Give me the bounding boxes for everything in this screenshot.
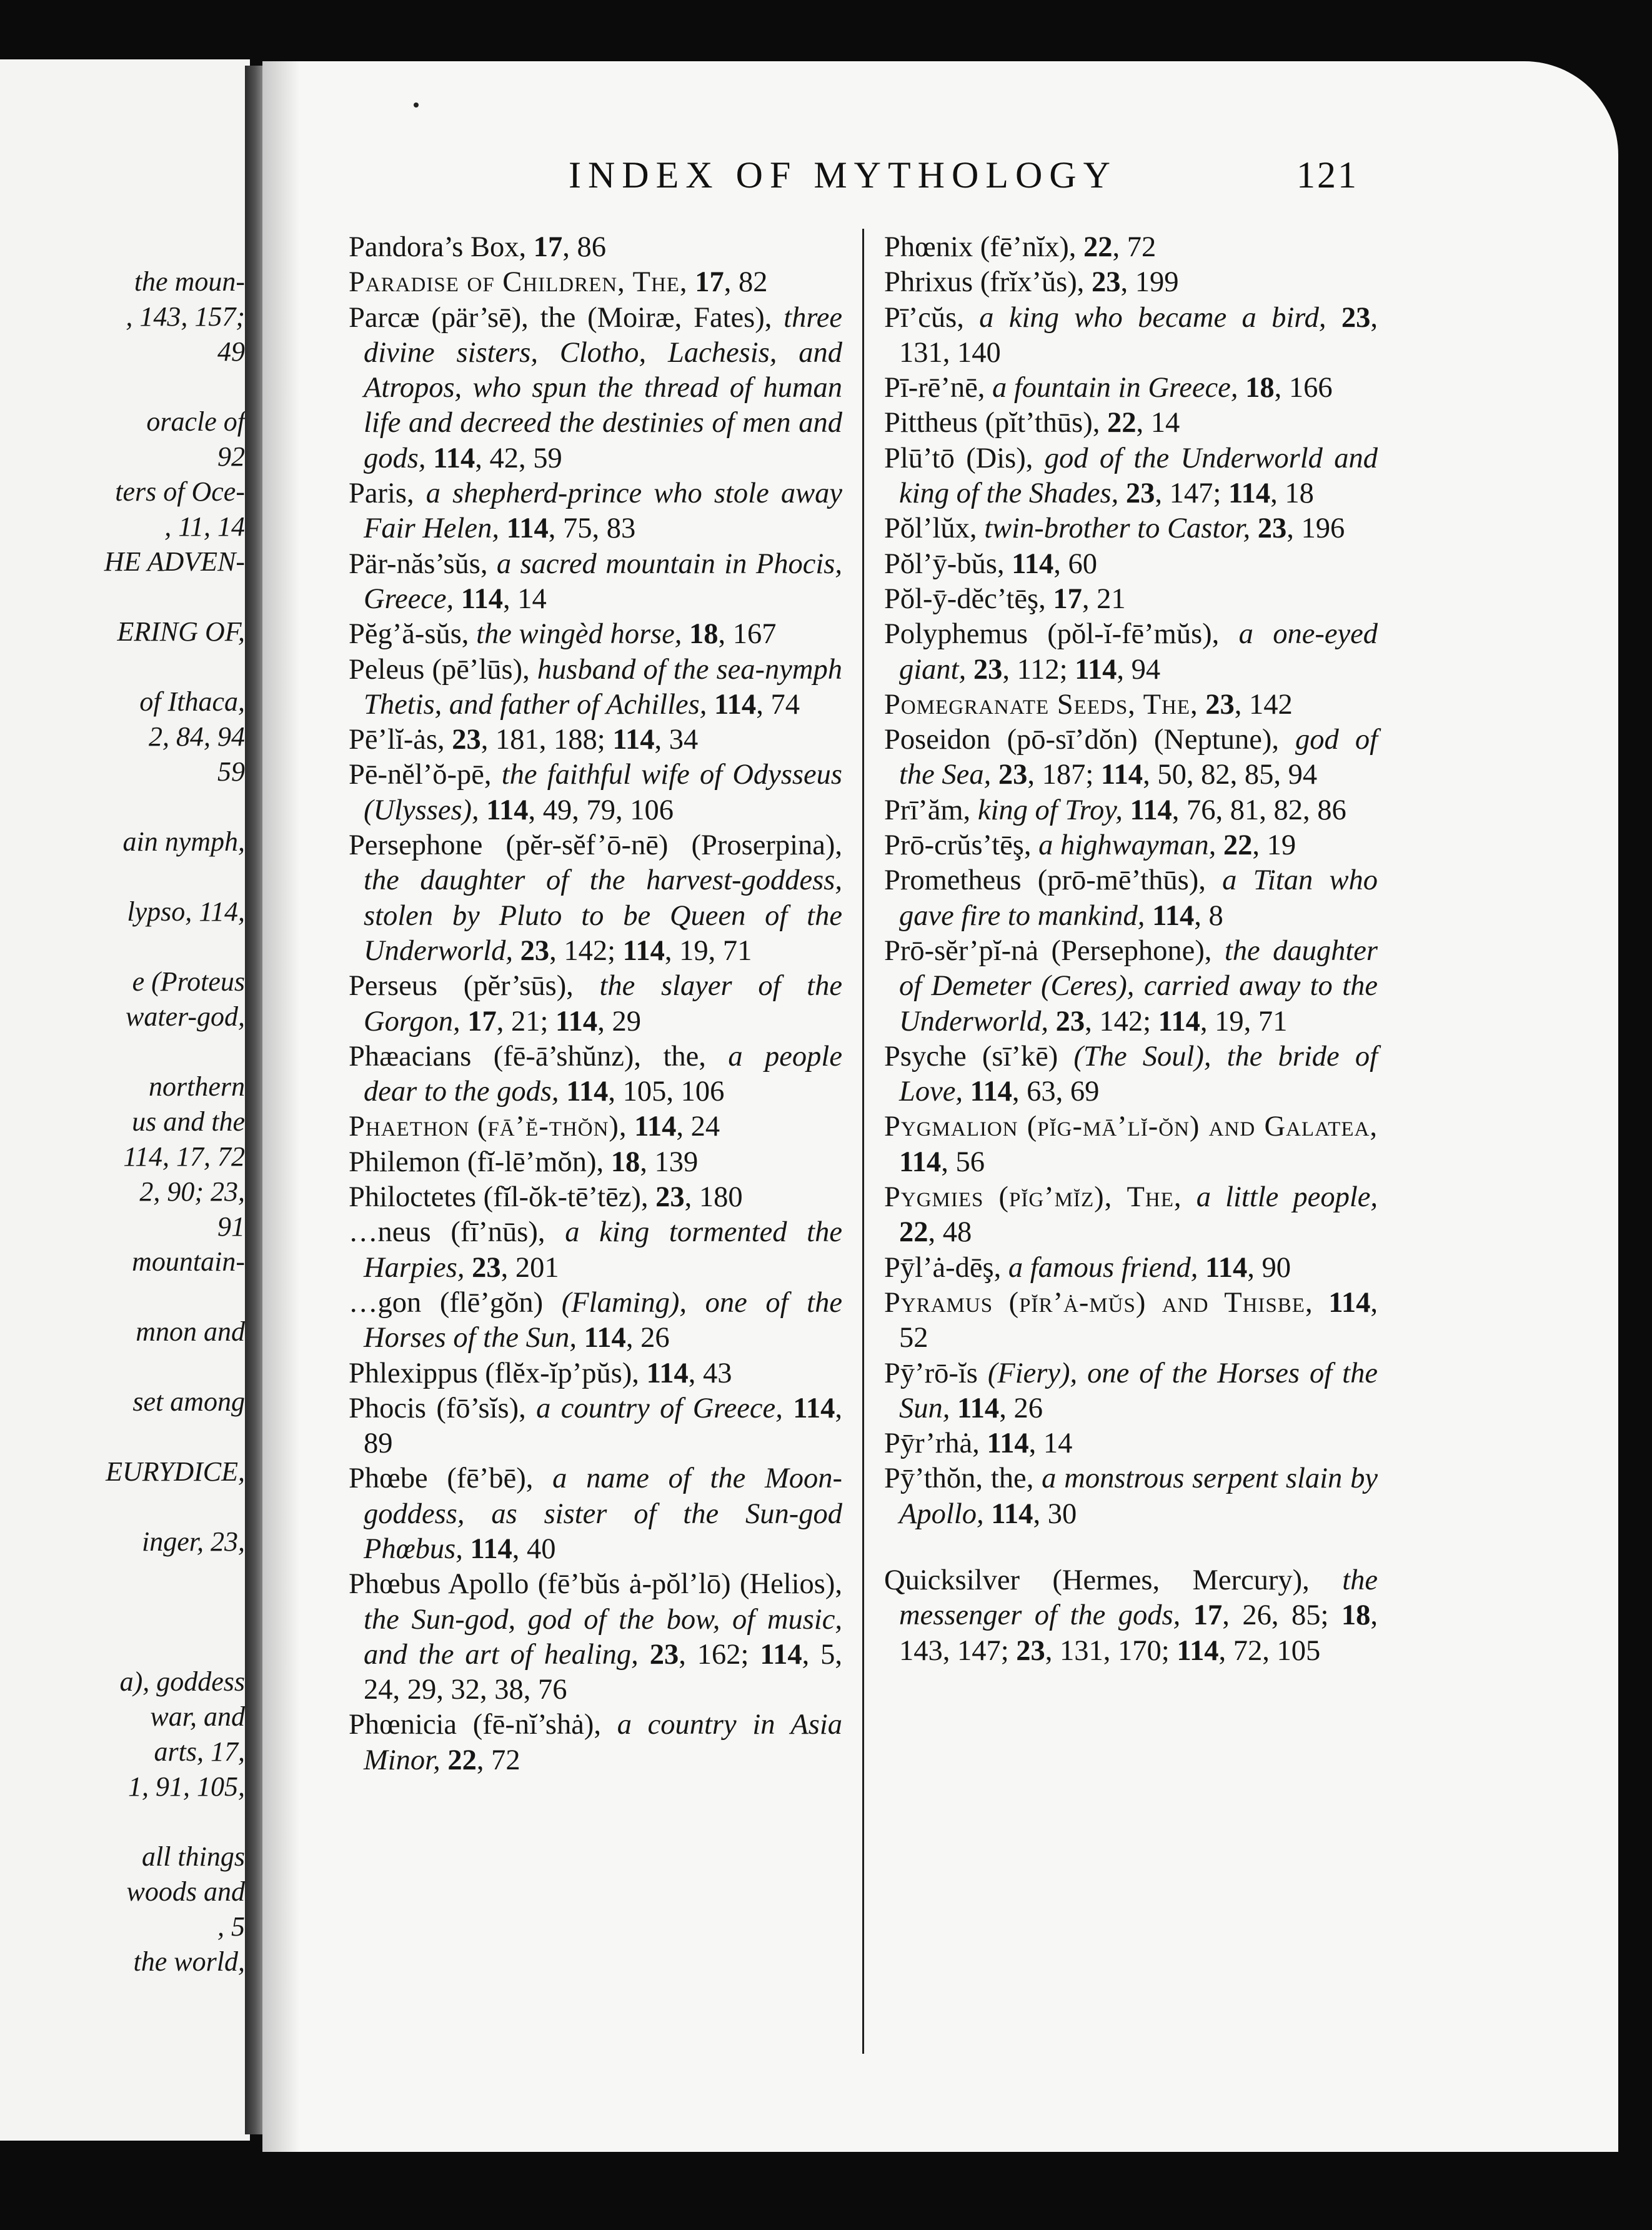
facing-page-text: all things [141,1841,245,1872]
index-entry [349,1567,842,1708]
entry-headword: Psyche (sī’kē) [884,1040,1058,1072]
entry-page-refs: 22, 48 [899,1216,972,1249]
entry-description: the wingèd horse, [476,618,682,651]
entry-description: a little people, [1196,1181,1378,1214]
entry-headword: Plū’tō (Dis), [884,442,1033,474]
entry-page-refs: 114, 52 [899,1286,1378,1354]
entry-page-refs: 114, 14 [987,1428,1073,1460]
index-entry [884,1251,1378,1286]
index-entry [349,265,842,300]
facing-page-text: the moun- [134,266,245,297]
index-entry [884,406,1378,441]
entry-headword: Prō-sĕr’pĭ-nȧ (Persephone), [884,934,1212,967]
entry-page-refs: 23, 142; 114, 19, 71 [520,934,752,967]
index-entry [884,582,1378,617]
facing-page-text: woods and [126,1876,245,1907]
entry-page-refs: 114, 74 [714,688,800,721]
entry-description: a shepherd-prince who stole away Fair Helen, [364,478,843,545]
entry-description: god of the Underworld and king of the Shades, [899,442,1378,510]
index-entry [884,265,1378,300]
index-entry [349,1109,842,1144]
entry-page-refs: 114, 49, 79, 106 [486,794,674,826]
entry-page-refs: 114, 90 [1205,1251,1291,1284]
index-entry [884,1180,1378,1251]
entry-headword: Pŏl-ȳ-dĕc’tēş, [884,582,1046,615]
index-entry [884,301,1378,371]
index-entry [349,476,842,547]
facing-page-text: 59 [217,756,245,787]
index-entry [349,617,842,652]
entry-page-refs: 23, 142 [1205,688,1293,721]
entry-headword: Perseus (pĕr’sūs), [349,970,574,1002]
print-speck [414,102,419,108]
entry-description: the messenger of the gods, [899,1564,1378,1632]
index-entry [884,863,1378,934]
index-entry [884,441,1378,512]
entry-headword: Pȳr’rhȧ, [884,1428,980,1460]
index-entry [349,969,842,1039]
entry-headword: Quicksilver (Hermes, Mercury), [884,1564,1310,1596]
index-entry [884,617,1378,688]
entry-description: husband of the sea-nymph Thetis, and father of Achilles, [364,653,843,721]
entry-headword: Poseidon (pō-sī’dŏn) (Neptune), [884,724,1279,756]
entry-description: a country of Greece, [536,1392,783,1424]
index-entry [349,722,842,758]
entry-headword: Prometheus (prō-mē’thūs), [884,864,1206,897]
index-column-left [349,230,842,1778]
entry-page-refs: 23, 131, 140 [899,301,1378,369]
index-column-right [884,230,1378,1669]
entry-headword: Phlexippus (flĕx-ĭp’pŭs), [349,1357,639,1389]
entry-page-refs: 23, 147; 114, 18 [1125,478,1314,510]
index-entry [349,1391,842,1462]
entry-headword: Prō-crŭs’tēş, [884,829,1032,862]
entry-headword: Phæacians (fē-ā’shŭnz), the, [349,1040,706,1072]
facing-page-text: northern [149,1071,245,1102]
entry-headword: Paris, [349,478,414,510]
facing-page-text: water-god, [126,1001,245,1032]
entry-page-refs: 114, 63, 69 [970,1076,1100,1108]
index-entry [884,1286,1378,1356]
entry-description: the slayer of the Gorgon, [364,970,842,1038]
facing-page-text: us and the [132,1106,245,1137]
entry-page-refs: 22, 72 [447,1744,520,1776]
entry-headword: Paradise of Children, The, [349,266,688,299]
index-entry [884,547,1378,582]
index-entry [349,1356,842,1391]
page-number: 121 [1296,154,1358,196]
entry-page-refs: 22, 72 [1083,231,1157,263]
entry-headword: Philemon (fĭ-lē’mŏn), [349,1146,604,1178]
index-entry [349,230,842,265]
entry-page-refs: 114, 26 [584,1322,670,1354]
entry-headword: Phœnicia (fē-nĭ’shȧ), [349,1709,602,1741]
entry-page-refs: 18, 167 [689,618,777,651]
entry-page-refs: 17, 82 [695,266,768,299]
entry-page-refs: 114, 14 [460,582,547,615]
entry-headword: Pygmies (pĭg’mĭz), The, [884,1181,1182,1214]
facing-page-fragment [0,59,250,2141]
facing-page-text: 1, 91, 105, [128,1771,245,1802]
entry-page-refs: 17, 21 [1053,582,1126,615]
entry-headword: Phœbe (fē’bē), [349,1462,534,1495]
entry-headword: Pȳ’thŏn, the, [884,1462,1034,1495]
index-entry [349,652,842,723]
index-entry [884,1356,1378,1427]
running-title: INDEX OF MYTHOLOGY [569,154,1117,196]
entry-headword: Polyphemus (pŏl-ĭ-fē’mŭs), [884,618,1220,651]
entry-page-refs: 17, 26, 85; 18, 143, 147; 23, 131, 170; 114, 72, 105 [899,1599,1378,1667]
entry-headword: …gon (flē’gŏn) [349,1286,544,1319]
entry-page-refs: 23, 112; 114, 94 [973,653,1161,686]
facing-page-text: mnon and [136,1316,245,1347]
facing-page-text: 49 [217,336,245,367]
index-entry [884,1461,1378,1532]
entry-headword: Phocis (fō’sĭs), [349,1392,526,1424]
index-entry [884,230,1378,265]
index-entry [884,1426,1378,1461]
entry-page-refs: 114, 105, 106 [566,1076,725,1108]
facing-page-text: e (Proteus [132,966,245,997]
index-entry [884,934,1378,1039]
entry-description: a famous friend, [1008,1251,1198,1284]
entry-description: a king who became a bird, [979,301,1326,334]
facing-page-text: EURYDICE, [106,1456,245,1487]
index-entry [884,1039,1378,1110]
index-entry [349,1180,842,1215]
entry-page-refs: 114, 60 [1012,548,1098,580]
index-entry [349,1039,842,1110]
entry-headword: Pomegranate Seeds, The, [884,688,1198,721]
entry-headword: Phœnix (fē’nĭx), [884,231,1077,263]
entry-description: god of the Sea, [899,724,1378,791]
facing-page-text: , 5 [217,1911,245,1942]
entry-description: a monstrous serpent slain by Apollo, [899,1462,1378,1530]
index-entry [884,511,1378,546]
entry-page-refs: 23, 187; 114, 50, 82, 85, 94 [998,759,1318,791]
entry-headword: Pȳ’rō-ĭs [884,1357,978,1389]
entry-headword: Prī’ăm, [884,794,971,826]
facing-page-text: 114, 17, 72 [123,1141,245,1172]
entry-page-refs: 23, 181, 188; 114, 34 [452,724,699,756]
entry-page-refs: 23, 162; 114, 5, 24, 29, 32, 38, 76 [364,1638,843,1706]
entry-description: (Fiery), one of the Horses of the Sun, [899,1357,1378,1424]
index-entry [349,1145,842,1180]
index-entry [349,1461,842,1567]
index-entry [349,1215,842,1286]
entry-description: king of Troy, [977,794,1123,826]
entry-page-refs: 114, 75, 83 [506,512,636,545]
entry-headword: Persephone (pĕr-sĕf’ō-nē) (Proserpina), [349,829,842,862]
entry-description: a Titan who gave fire to mankind, [899,864,1378,932]
entry-page-refs: 23, 180 [655,1181,743,1214]
facing-page-text: 2, 90; 23, [139,1176,245,1207]
entry-headword: Pittheus (pĭt’thūs), [884,407,1100,439]
entry-page-refs: 23, 196 [1257,512,1345,545]
index-entry [884,371,1378,406]
page-curve-shade [262,61,300,2152]
facing-page-text: ERING OF, [117,616,245,647]
index-entry [884,688,1378,722]
index-entry [349,301,842,476]
entry-headword: Phaethon (fā’ĕ-thŏn), [349,1111,627,1143]
entry-headword: Pē’lĭ-ȧs, [349,724,445,756]
index-entry [349,1708,842,1778]
entry-description: the daughter of Demeter (Ceres), carried away to the Underworld, [899,934,1378,1038]
entry-headword: Phrixus (frĭx’ŭs), [884,266,1085,299]
entry-headword: Pē-nĕl’ŏ-pē, [349,759,492,791]
index-entry [884,1109,1378,1180]
entry-description: three divine sisters, Clotho, Lachesis, and Atropos, who spun the thread of human life and decreed the destinies of men and gods, [364,301,842,474]
page-header [262,154,1618,204]
index-page [262,61,1618,2152]
entry-page-refs: 114, 30 [991,1498,1077,1530]
entry-description: the daughter of the harvest-goddess, stolen by Pluto to be Queen of the Underworld, [364,864,842,967]
entry-page-refs: 18, 166 [1245,372,1333,404]
entry-headword: Pŏl’ȳ-bŭs, [884,548,1005,580]
facing-page-text: , 143, 157; [126,301,245,332]
entry-headword: Phœbus Apollo (fē’bŭs ȧ-pŏl’lō) (Helios), [349,1568,842,1601]
index-entry [884,1563,1378,1669]
entry-headword: Pär-năs’sŭs, [349,548,488,580]
entry-headword: …neus (fī’nūs), [349,1216,545,1249]
facing-page-text: of Ithaca, [139,686,245,717]
entry-headword: Pĕg’ă-sŭs, [349,618,469,651]
entry-page-refs: 114, 40 [470,1532,556,1565]
facing-page-text: arts, 17, [154,1736,245,1767]
facing-page-text: a), goddess [119,1666,245,1697]
entry-page-refs: 114, 8 [1152,899,1223,932]
entry-page-refs: 17, 21; 114, 29 [467,1005,641,1038]
entry-headword: Pŏl’lŭx, [884,512,977,545]
entry-headword: Pī-rē’nē, [884,372,985,404]
facing-page-text: oracle of [146,406,245,437]
entry-description: a one-eyed giant, [899,618,1378,686]
entry-page-refs: 23, 201 [472,1251,559,1284]
entry-description: a people dear to the gods, [364,1040,842,1108]
entry-description: a fountain in Greece, [992,372,1238,404]
facing-page-text: war, and [150,1701,245,1732]
entry-headword: Philoctetes (fĭl-ŏk-tē’tēz), [349,1181,649,1214]
index-entry [349,1286,842,1356]
entry-page-refs: 18, 139 [610,1146,699,1178]
facing-page-text: lypso, 114, [127,896,245,927]
entry-headword: Pȳl’ȧ-dēş, [884,1251,1002,1284]
facing-page-text: , 11, 14 [164,511,245,542]
entry-description: the Sun-god, god of the bow, of music, and the art of healing, [364,1603,842,1671]
index-entry [884,722,1378,793]
entry-page-refs: 114, 76, 81, 82, 86 [1130,794,1346,826]
entry-description: a king tormented the Harpies, [364,1216,842,1284]
index-entry [349,547,842,618]
entry-description: a country in Asia Minor, [364,1709,842,1776]
entry-description: (Flaming), one of the Horses of the Sun, [364,1286,842,1354]
entry-headword: Peleus (pē’lūs), [349,653,530,686]
entry-page-refs: 23, 142; 114, 19, 71 [1055,1005,1288,1038]
facing-page-text: ain nymph, [122,826,245,857]
column-divider [862,229,864,2054]
entry-headword: Pī’cŭs, [884,301,964,334]
entry-description: the faithful wife of Odysseus (Ulysses), [364,759,842,826]
index-entry [884,793,1378,828]
facing-page-text: HE ADVEN- [104,546,245,577]
entry-page-refs: 114, 24 [634,1111,720,1143]
entry-headword: Pandora’s Box, [349,231,527,263]
entry-page-refs: 23, 199 [1091,266,1179,299]
entry-headword: Pyramus (pĭr’ȧ-mŭs) and Thisbe, [884,1286,1313,1319]
entry-description: (The Soul), the bride of Love, [899,1040,1378,1108]
entry-page-refs: 22, 14 [1107,407,1180,439]
entry-page-refs: 114, 89 [364,1392,843,1460]
facing-page-text: 2, 84, 94 [149,721,245,752]
facing-page-text: mountain- [132,1246,245,1277]
index-entry [349,828,842,969]
facing-page-text: the world, [133,1946,245,1977]
entry-description: a name of the Moon-goddess, as sister of the Sun-god Phœbus, [364,1462,842,1565]
entry-page-refs: 114, 56 [899,1146,985,1178]
entry-description: twin-brother to Castor, [984,512,1251,545]
entry-page-refs: 22, 19 [1223,829,1296,862]
entry-page-refs: 114, 42, 59 [433,442,562,474]
index-entry [884,828,1378,863]
entry-page-refs: 114, 43 [646,1357,732,1389]
entry-headword: Parcæ (pär’sē), the (Moiræ, Fates), [349,301,772,334]
facing-page-text: 91 [217,1211,245,1242]
facing-page-text: inger, 23, [142,1526,245,1557]
facing-page-text: ters of Oce- [115,476,245,507]
entry-description: a highwayman, [1038,829,1217,862]
index-entry [349,758,842,828]
facing-page-text: 92 [217,441,245,472]
entry-headword: Pygmalion (pĭg-mā’lĭ-ŏn) and Galatea, [884,1111,1378,1143]
facing-page-text: set among [132,1386,245,1417]
entry-page-refs: 114, 26 [957,1392,1043,1424]
entry-description: a sacred mountain in Phocis, Greece, [364,548,843,615]
entry-page-refs: 17, 86 [533,231,607,263]
